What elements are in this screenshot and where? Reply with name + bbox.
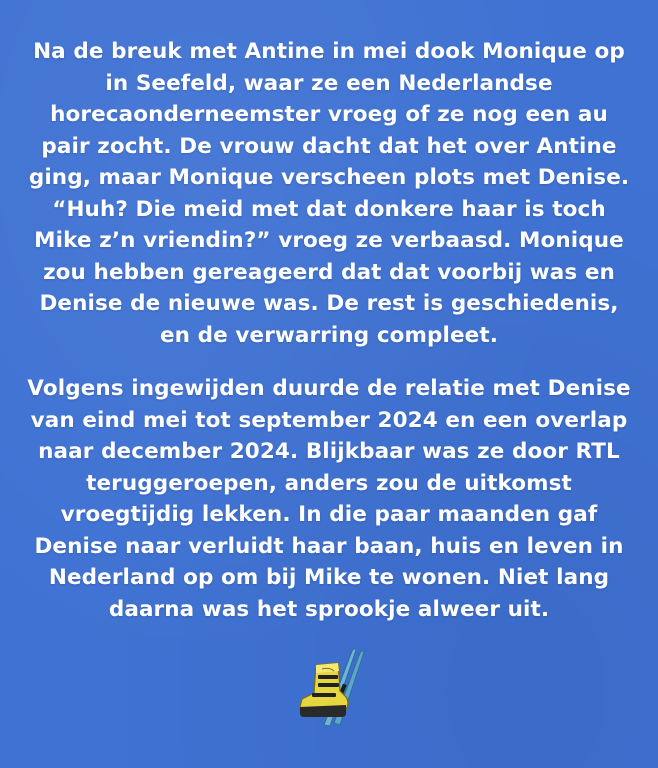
story-paragraph-2 — [12, 373, 646, 625]
text-line: van eind mei tot september 2024 en een overlap — [30, 407, 628, 433]
text-line: Nederland op om bij Mike te wonen. Niet lang — [48, 565, 610, 590]
text-line: vroegtijdig lekken. In die paar maanden gaf — [60, 502, 598, 527]
text-line: daarna was het sprookje alweer uit. — [108, 596, 550, 622]
story-paragraph-1 — [12, 36, 646, 351]
text-line: in Seefeld, waar ze een Nederlandse — [105, 70, 553, 96]
text-line: Mike z’n vriendin?” vroeg ze verbaasd. Monique — [34, 228, 624, 253]
ski-boot-and-skis-icon — [294, 647, 366, 727]
text-line: horecaonderneemster vroeg of ze nog een au — [50, 102, 608, 127]
text-line: teruggeroepen, anders zou de uitkomst — [86, 470, 572, 496]
text-line: naar december 2024. Blijkbaar was ze door RTL — [38, 439, 620, 464]
text-line: “Huh? Die meid met dat donkere haar is toch — [52, 196, 606, 222]
text-line: Denise naar verluidt haar baan, huis en leven in — [34, 533, 624, 559]
text-line: pair zocht. De vrouw dacht dat het over Antine — [41, 133, 617, 159]
text-line: Volgens ingewijden duurde de relatie met Denise — [27, 376, 631, 401]
text-line: Denise de nieuwe was. De rest is geschiedenis, — [39, 291, 619, 316]
text-line: ging, maar Monique verscheen plots met Denise. — [28, 165, 630, 190]
text-line: zou hebben gereageerd dat dat voorbij was en — [43, 259, 615, 285]
text-line: en de verwarring compleet. — [159, 322, 499, 348]
text-line: Na de breuk met Antine in mei dook Monique op — [33, 39, 625, 64]
